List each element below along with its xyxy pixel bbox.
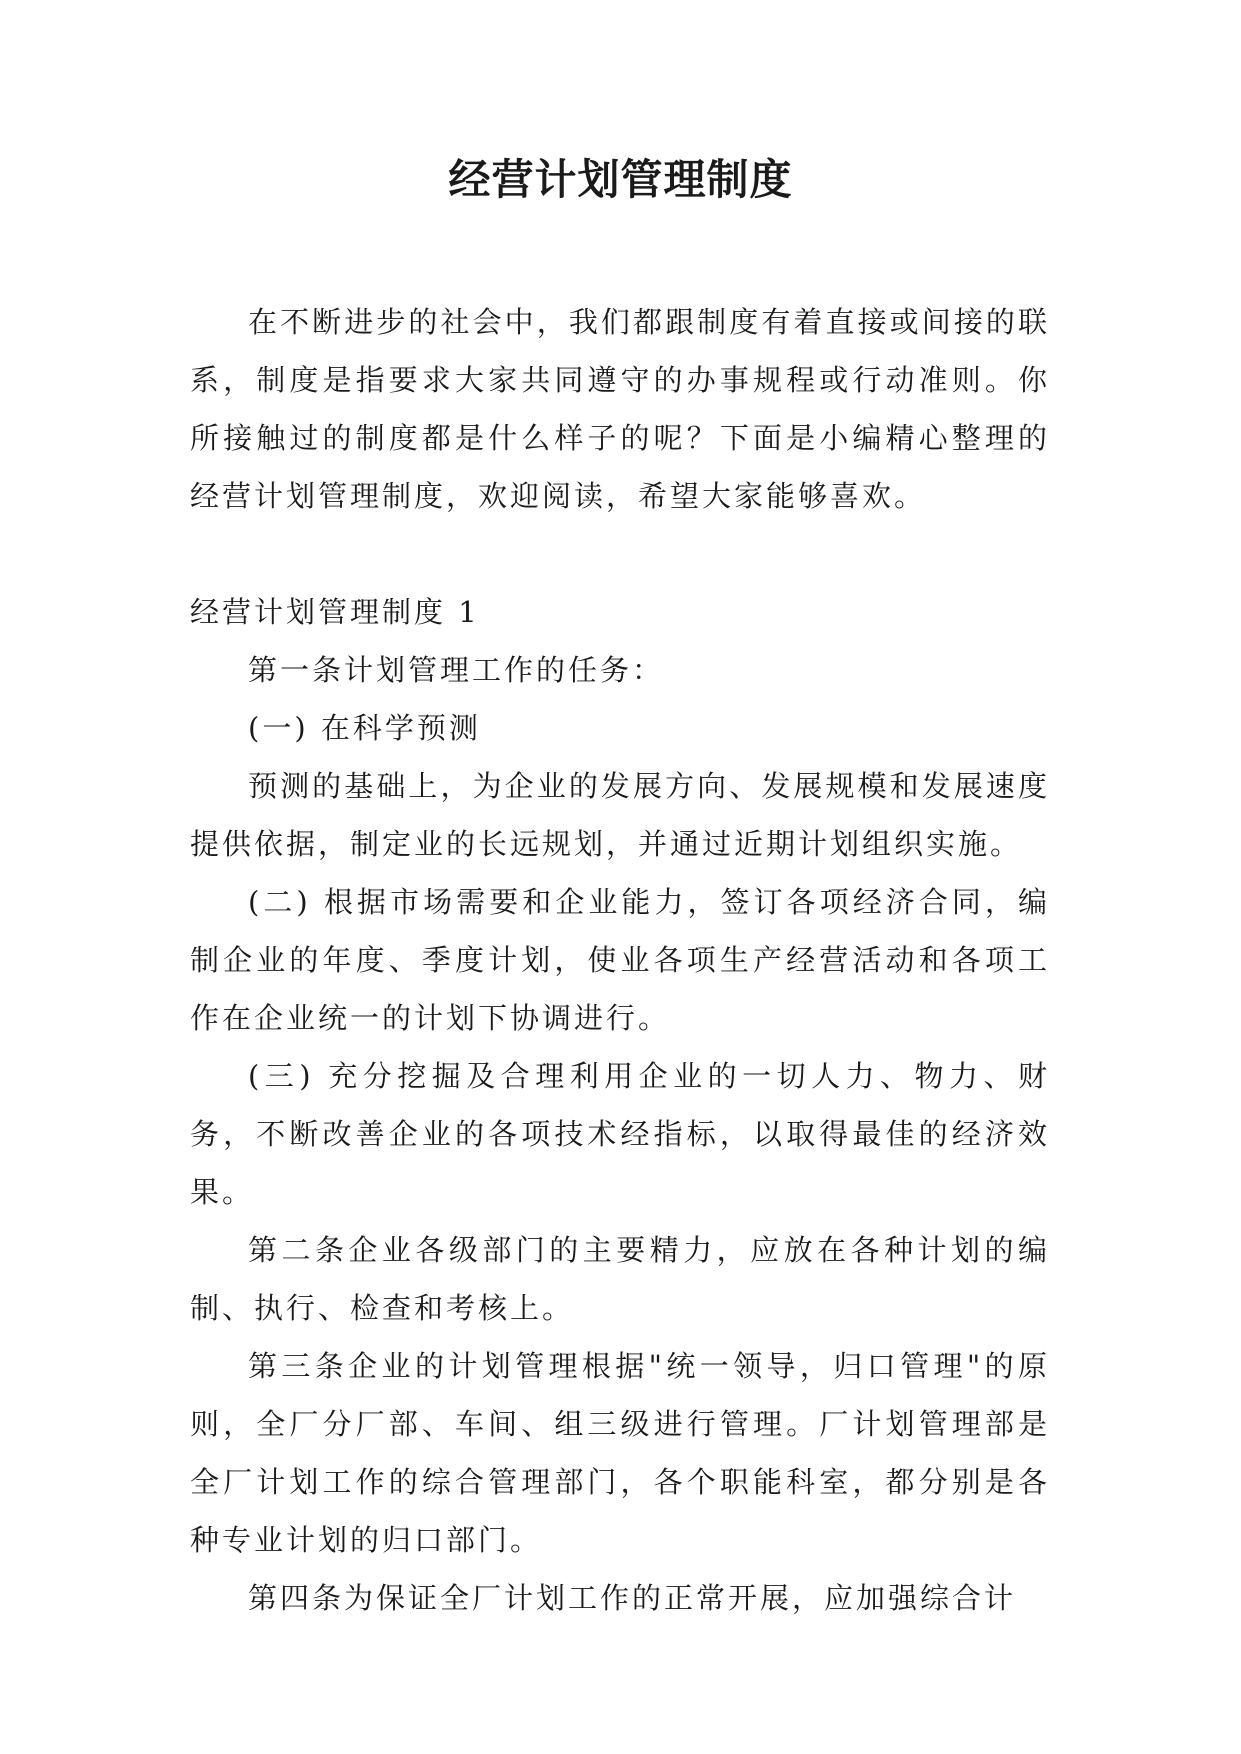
clause-2-paragraph: (二) 根据市场需要和企业能力，签订各项经济合同，编制企业的年度、季度计划，使业各项生产经营活动和各项工作在企业统一的计划下协调进行。 (190, 885, 1050, 1035)
document-title: 经营计划管理制度 (448, 155, 793, 204)
document-body (190, 293, 1050, 1627)
intro-paragraph: 在不断进步的社会中，我们都跟制度有着直接或间接的联系，制度是指要求大家共同遵守的办事规程或行动准则。你所接触过的制度都是什么样子的呢？下面是小编精心整理的经营计划管理制度，欢迎阅读，希望大家能够喜欢。 (190, 305, 1050, 513)
article-4-paragraph: 第四条为保证全厂计划工作的正常开展，应加强综合计 (248, 1581, 1017, 1615)
article-1-paragraph: 第一条计划管理工作的任务： (248, 653, 665, 687)
section-heading: 经营计划管理制度 1 (190, 595, 480, 629)
article-2-paragraph: 第二条企业各级部门的主要精力，应放在各种计划的编制、执行、检查和考核上。 (190, 1233, 1050, 1325)
article-3-paragraph: 第三条企业的计划管理根据"统一领导，归口管理"的原则，全厂分厂部、车间、组三级进行管理。厂计划管理部是全厂计划工作的综合管理部门，各个职能科室，都分别是各种专业计划的归口部门。 (190, 1349, 1050, 1557)
clause-3-paragraph: (三) 充分挖掘及合理利用企业的一切人力、物力、财务，不断改善企业的各项技术经指标，以取得最佳的经济效果。 (190, 1059, 1050, 1209)
clause-1-paragraph: (一) 在科学预测 (248, 711, 481, 745)
clause-1-continuation-paragraph: 预测的基础上，为企业的发展方向、发展规模和发展速度提供依据，制定业的长远规划，并通过近期计划组织实施。 (190, 769, 1050, 861)
